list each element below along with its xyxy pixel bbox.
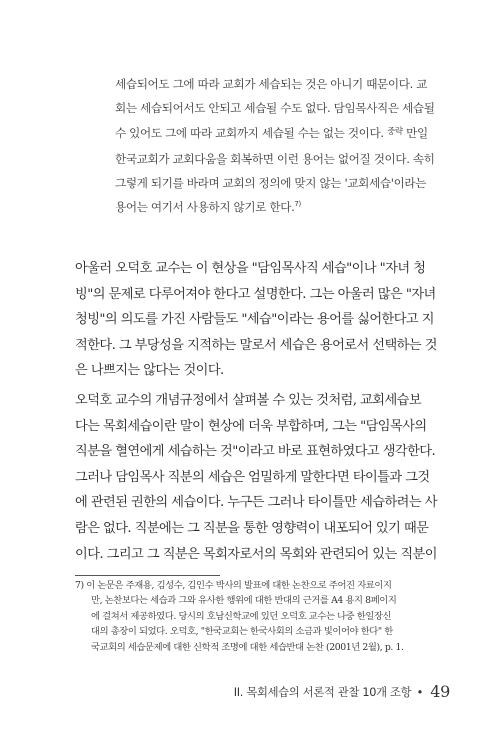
footnote-reference[interactable]: 7) [294, 200, 301, 209]
quote-line: 세습되어도 그에 따라 교회가 세습되는 것은 아니기 때문이다. 교 [115, 77, 428, 91]
footnote-line: 에 걸쳐서 제공하였다. 당시의 호남신학교에 있던 오덕호 교수는 나중 한일장신 [91, 610, 392, 622]
paragraph-1 [75, 256, 455, 384]
body-line: 에 관련된 권한의 세습이다. 누구든 그러나 타이틀만 세습하려는 사 [75, 495, 437, 511]
body-line: 다는 목회세습이란 말이 현상에 더욱 부합하며, 그는 "담임목사의 [75, 418, 427, 434]
footnote-7 [75, 578, 455, 655]
block-quote [115, 72, 450, 220]
page-number: 49 [430, 682, 450, 701]
footnote-divider [75, 575, 220, 576]
footnote-line: 국교회의 세습문제에 대한 신학적 조명에 대한 세습반대 논찬 (2001년 2월), p. 1. [91, 641, 404, 653]
footnote-line: 만, 논찬보다는 세습과 그와 유사한 행위에 대한 반대의 근거를 A4 용지 8페이지 [91, 595, 397, 607]
footnote-line: 7) 이 논문은 주재용, 김성수, 김인수 박사의 발표에 대한 논찬으로 주어진 자료이지 [75, 580, 392, 591]
quote-line: 회는 세습되어서도 안되고 세습될 수도 없다. 담임목사직은 세습될 [115, 101, 435, 116]
quote-line-text: 용어는 여기서 사용하지 않기로 한다. [115, 200, 295, 215]
body-line: 청빙"의 의도를 가진 사람들도 "세습"이라는 용어를 싫어한다고 지 [75, 312, 434, 328]
running-footer [234, 682, 450, 701]
body-line: 그러나 담임목사 직분의 세습은 엄밀하게 말한다면 타이틀과 그것 [75, 469, 430, 485]
body-line: 적한다. 그 부당성을 지적하는 말로서 세습은 용어로서 선택하는 것 [75, 337, 437, 353]
body-line: 빙"의 문제로 다루어져야 한다고 설명한다. 그는 아울러 많은 "자녀 [75, 286, 436, 302]
body-line: 오덕호 교수의 개념규정에서 살펴볼 수 있는 것처럼, 교회세습보 [75, 392, 422, 408]
quote-line-text: 만일 [406, 125, 428, 140]
body-line: 아울러 오덕호 교수는 이 현상을 "담임목사직 세습"이나 "자녀 청 [75, 261, 426, 276]
paragraph-2 [75, 388, 455, 567]
body-line: 직분을 혈연에게 세습하는 것"이라고 바로 표현하였다고 생각한다. [75, 444, 436, 460]
quote-line: 그렇게 되기를 바라며 교회의 정의에 맞지 않는 '교회세습'이라는 [115, 176, 427, 191]
quote-line: 한국교회가 교회다움을 회복하면 이런 용어는 없어질 것이다. 속히 [115, 151, 435, 166]
omission-mark: 중략 [387, 126, 403, 137]
chapter-title: II. 목회세습의 서론적 관찰 10개 조항 [233, 686, 412, 699]
quote-line [115, 121, 450, 147]
body-line: 이다. 그리고 그 직분은 목회자로서의 목회와 관련되어 있는 직분이 [75, 546, 437, 562]
body-text [75, 256, 455, 567]
quote-line [115, 195, 450, 219]
quote-line-text: 수 있어도 그에 따라 교회까지 세습될 수는 없는 것이다. [115, 125, 384, 140]
body-line: 은 나쁘지는 않다는 것이다. [75, 363, 224, 379]
footer-separator: • [416, 686, 423, 699]
body-line: 람은 없다. 직분에는 그 직분을 통한 영향력이 내포되어 있기 때문 [75, 520, 429, 536]
footnote-line: 대의 총장이 되었다. 오덕호, "한국교회는 한국사회의 소금과 빛이어야 한다" 한 [91, 626, 393, 638]
